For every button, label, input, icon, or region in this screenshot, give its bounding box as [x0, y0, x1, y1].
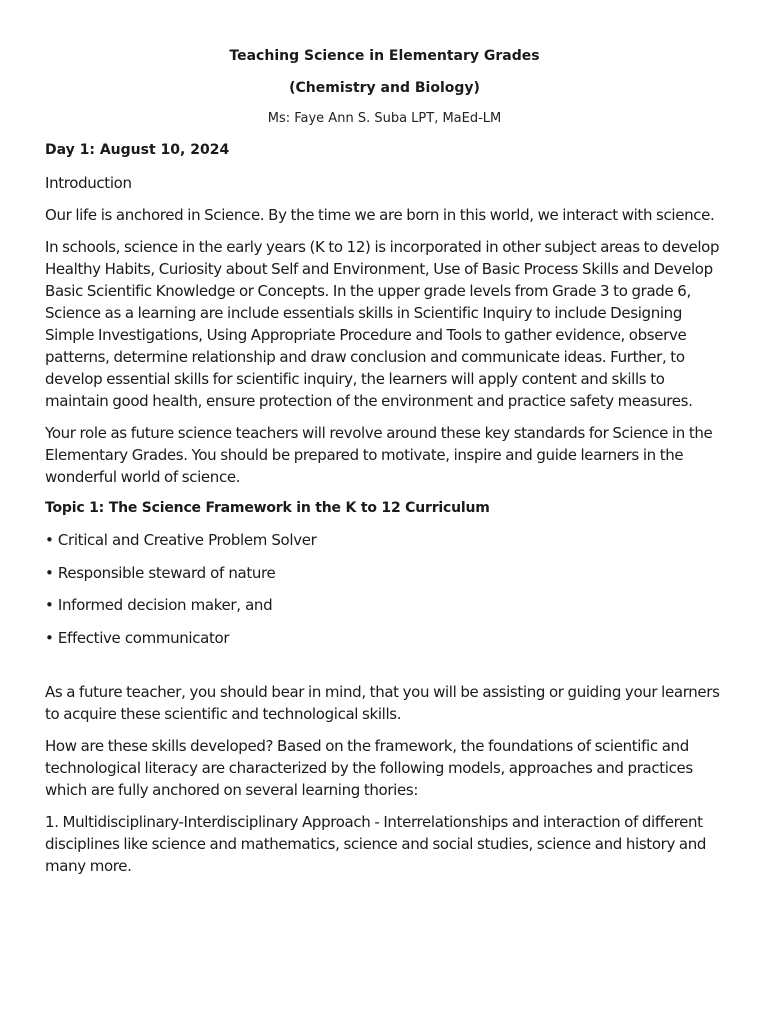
introduction-label: Introduction: [45, 174, 132, 192]
paragraph: In schools, science in the early years (K to 12) is incorporated in other subject areas to develop Healthy Habits, Curiosity about Self and Environment, Use of Basic Process Skills and Develop Basic Scientific Knowledge or Concepts. In the upper grade levels from Grade 3 to grade 6, Science as a learning are include essentials skills in Scientific Inquiry to include Designing Simple Investigations, Using Appropriate Procedure and Tools to gather evidence, observe patterns, determine relationship and draw conclusion and communicate ideas. Further, to develop essential skills for scientific inquiry, the learners will apply content and skills to maintain good health, ensure protection of the environment and practice safety measures.: [45, 238, 720, 410]
numbered-paragraph: 1. Multidisciplinary-Interdisciplinary Approach - Interrelationships and interaction of different disciplines like science and mathematics, science and social studies, science and history and many more.: [45, 813, 707, 875]
document-title: Teaching Science in Elementary Grades: [229, 48, 540, 64]
paragraph: Our life is anchored in Science. By the time we are born in this world, we interact with science.: [45, 206, 715, 224]
bullet-item: • Responsible steward of nature: [45, 563, 276, 582]
topic-heading: Topic 1: The Science Framework in the K to 12 Curriculum: [45, 500, 490, 516]
paragraph: Your role as future science teachers will revolve around these key standards for Science in the Elementary Grades. You should be prepared to motivate, inspire and guide learners in the wonderful world of science.: [45, 424, 713, 486]
day-heading: Day 1: August 10, 2024: [45, 142, 230, 158]
paragraph: How are these skills developed? Based on the framework, the foundations of scientific and technological literacy are characterized by the following models, approaches and practices which are fully anchored on several learning thories:: [45, 737, 693, 799]
document-subtitle: (Chemistry and Biology): [289, 80, 480, 96]
author-line: Ms: Faye Ann S. Suba LPT, MaEd-LM: [267, 111, 502, 126]
bullet-item: • Effective communicator: [45, 628, 230, 647]
bullet-item: • Informed decision maker, and: [45, 596, 273, 614]
spacer: [45, 660, 724, 681]
paragraph: As a future teacher, you should bear in mind, that you will be assisting or guiding your learners to acquire these scientific and technological skills.: [45, 683, 720, 723]
bullet-item: • Critical and Creative Problem Solver: [45, 531, 317, 549]
